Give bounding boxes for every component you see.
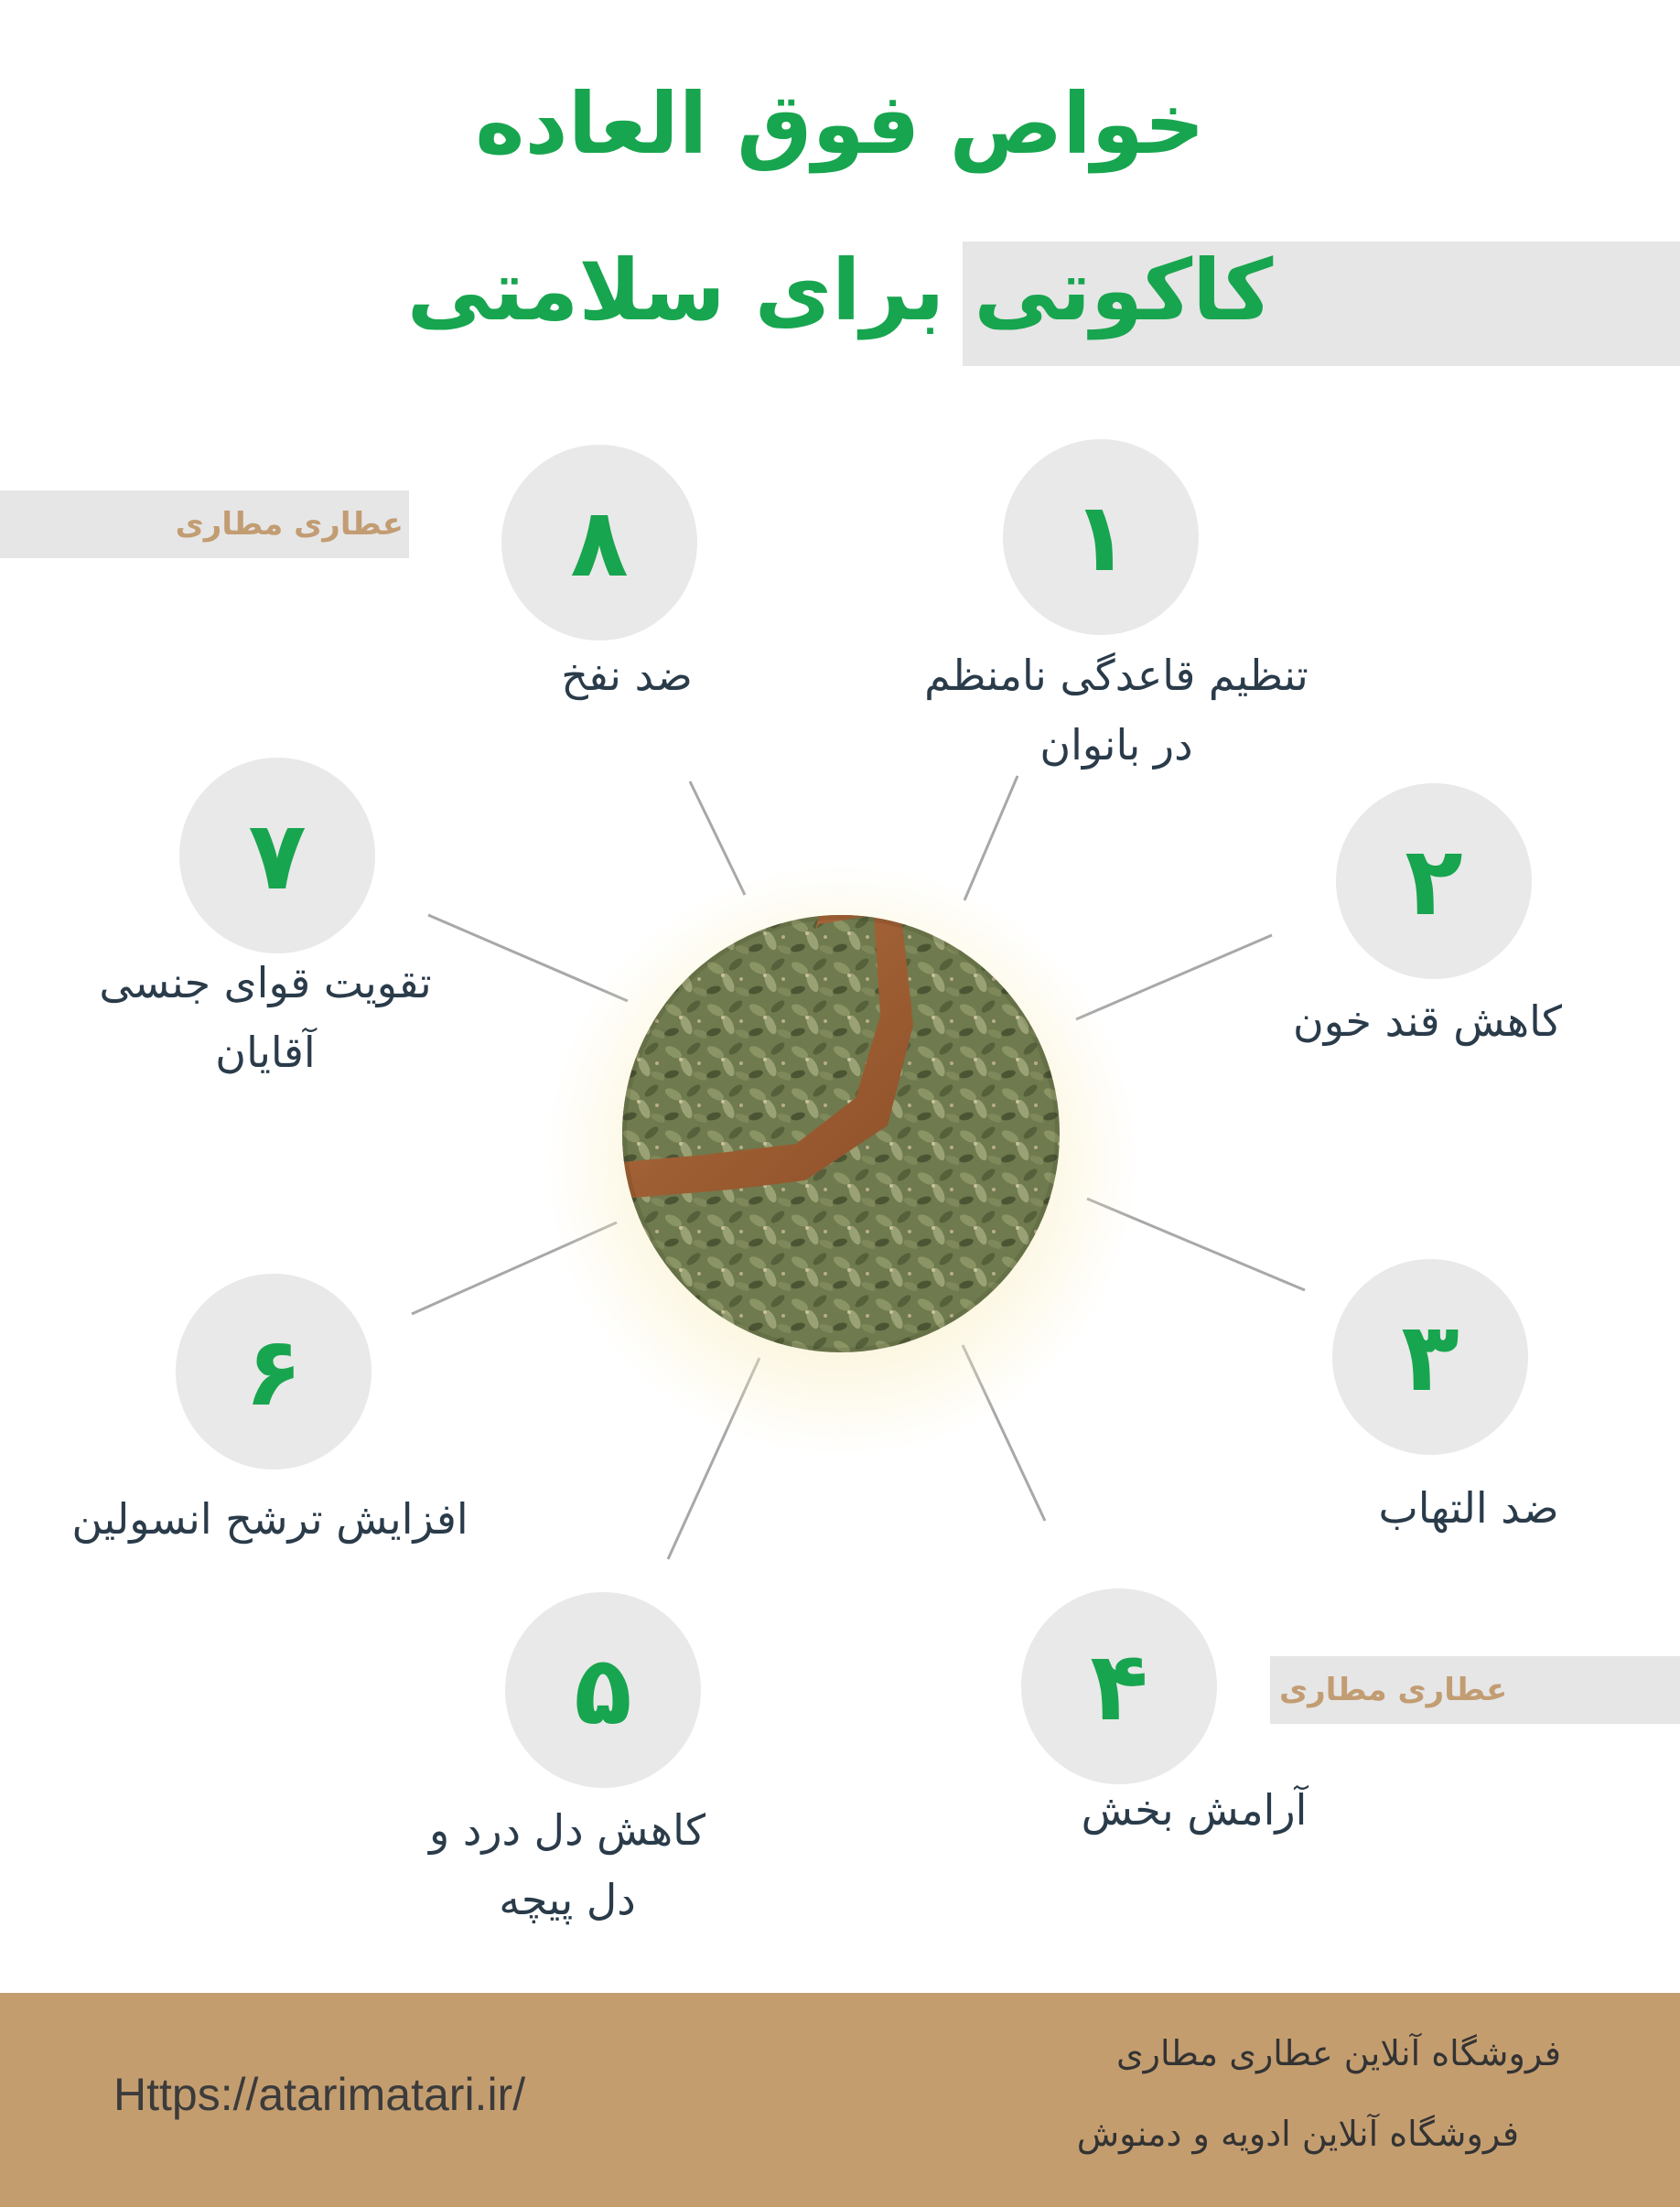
title-line-1: خواص فوق العاده <box>475 75 1205 173</box>
benefit-number-6: ۶ <box>176 1274 372 1470</box>
title-line-2: کاکوتی برای سلامتی <box>406 242 1274 339</box>
benefit-label-3: ضد التهاب <box>1378 1483 1559 1533</box>
benefit-number-5: ۵ <box>505 1592 701 1788</box>
benefit-label-6: افزایش ترشح انسولین <box>71 1494 468 1544</box>
spoke-1 <box>964 776 1018 900</box>
footer-store-line-1: فروشگاه آنلاین عطاری مطاری <box>1115 2033 1561 2073</box>
benefit-number-1: ۱ <box>1003 439 1199 635</box>
benefit-number-8: ۸ <box>501 445 697 641</box>
benefit-label-5: کاهش دل درد و دل پیچه <box>429 1805 705 1924</box>
benefit-label-4: آرامش بخش <box>1081 1785 1308 1835</box>
footer-store-line-2: فروشگاه آنلاین ادویه و دمنوش <box>1076 2114 1519 2154</box>
spoke-8 <box>690 781 745 895</box>
benefit-label-7: تقویت قوای جنسی آقایان <box>99 958 432 1077</box>
benefit-label-2: کاهش قند خون <box>1292 996 1563 1046</box>
benefit-number-2: ۲ <box>1336 783 1532 979</box>
footer-url: Https://atarimatari.ir/ <box>113 2069 526 2120</box>
kakuti-herb-image <box>622 915 1060 1352</box>
benefit-number-7: ۷ <box>179 758 375 953</box>
benefit-number-4: ۴ <box>1021 1588 1217 1784</box>
brand-tag-middle: عطاری مطاری <box>1270 1656 1680 1724</box>
benefit-label-1: تنظیم قاعدگی نامنظم در بانوان <box>924 651 1308 770</box>
benefit-label-8: ضد نفخ <box>561 651 693 700</box>
benefit-number-3: ۳ <box>1332 1259 1528 1455</box>
brand-tag-top: عطاری مطاری <box>0 490 409 558</box>
